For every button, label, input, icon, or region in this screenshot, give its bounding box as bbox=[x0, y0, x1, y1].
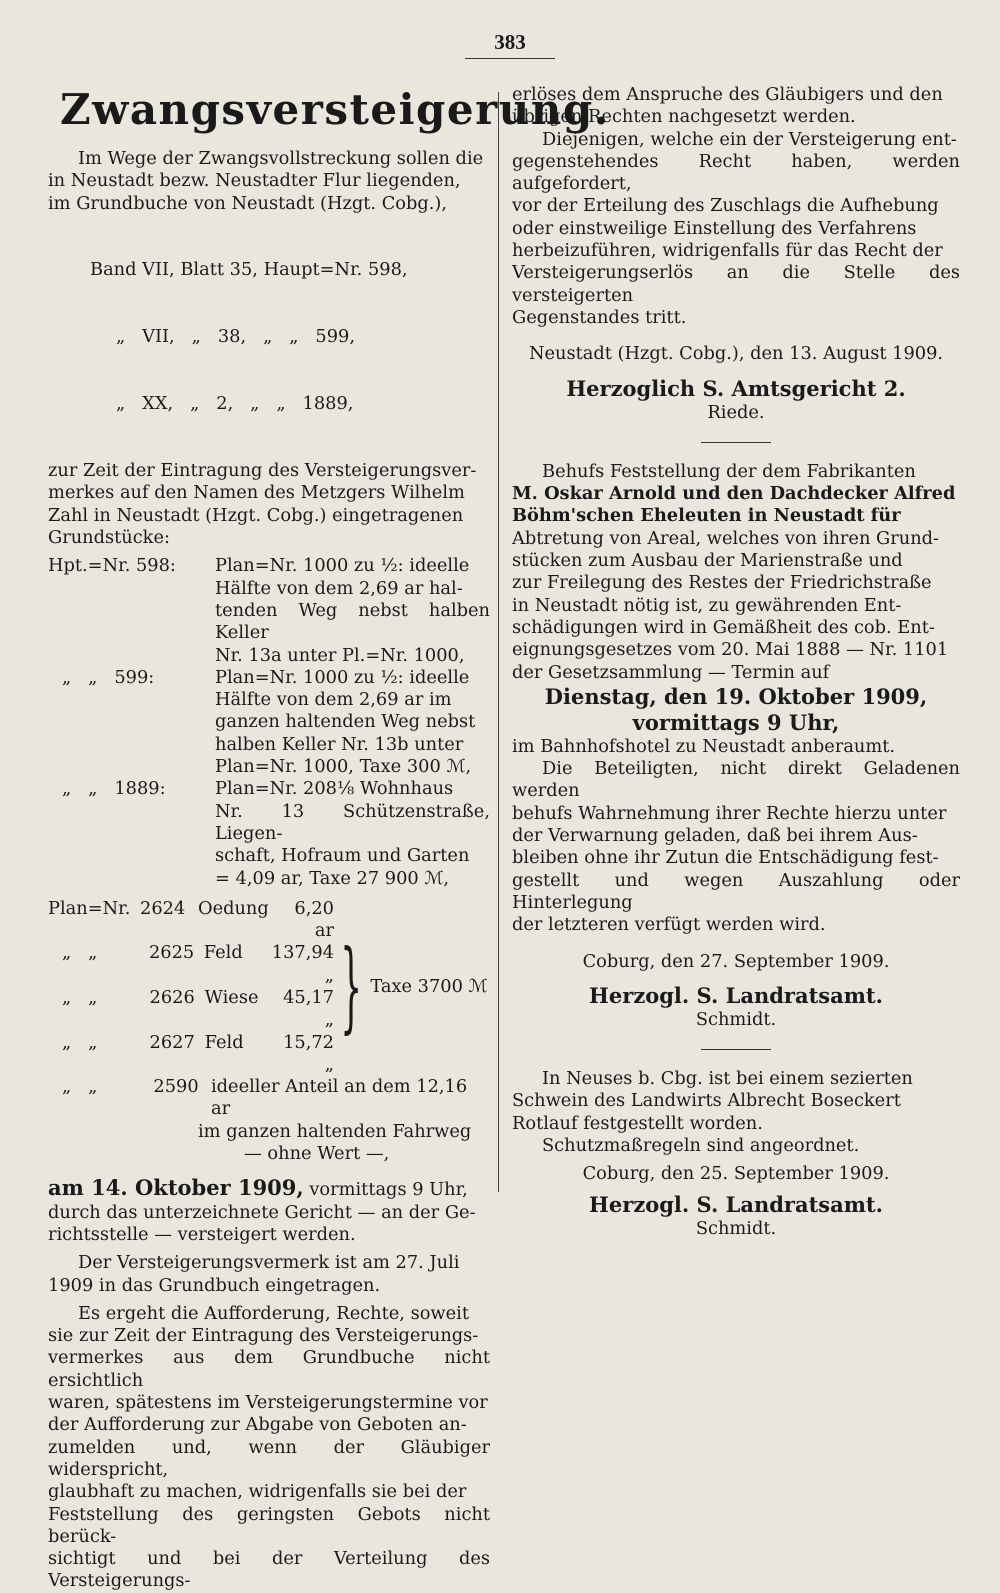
header-rule bbox=[465, 58, 555, 59]
text-line: Abtretung von Areal, welches von ihren Grund- bbox=[512, 527, 940, 549]
termin-time: vormittags 9 Uhr, bbox=[632, 709, 840, 735]
text-line: glaubhaft zu machen, widrigenfalls sie bei der bbox=[48, 1481, 467, 1503]
column-divider bbox=[498, 92, 499, 1192]
property-description bbox=[215, 667, 490, 778]
text-line: bleiben ohne ihr Zutun die Entschädigung fest- bbox=[512, 847, 939, 869]
aufforderung-paragraph bbox=[48, 1303, 490, 1593]
plan-row bbox=[48, 1032, 334, 1077]
text-line: tenden Weg nebst halben Keller bbox=[215, 599, 490, 644]
plan-prefix: „ „ bbox=[62, 986, 98, 1008]
text-line: Im Wege der Zwangsvollstreckung sollen die bbox=[78, 148, 484, 169]
text-line: Grundstücke: bbox=[48, 527, 170, 549]
text-line: der Aufforderung zur Abgabe von Geboten an- bbox=[48, 1414, 467, 1436]
plan-kind: Feld bbox=[203, 942, 243, 964]
intro-paragraph bbox=[48, 148, 490, 215]
termin-date: Dienstag, den 19. Oktober 1909, bbox=[544, 683, 928, 709]
enteignung-paragraph bbox=[512, 461, 960, 684]
text-line: zur Zeit der Eintragung des Versteigerungsver- bbox=[48, 460, 477, 482]
band-line: Band VII, Blatt 35, Haupt=Nr. 598, bbox=[90, 259, 408, 281]
text-line: schädigungen wird in Gemäßheit des cob. Ent- bbox=[512, 616, 935, 638]
schutz-line: Schutzmaßregeln sind angeordnet. bbox=[542, 1134, 860, 1156]
text-line: der Verwarnung geladen, daß bei ihrem Aus- bbox=[512, 825, 918, 847]
plan-number: 2590 bbox=[153, 1076, 199, 1098]
plan-prefix: Plan=Nr. bbox=[48, 897, 131, 919]
plan-last-continuation bbox=[48, 1121, 490, 1166]
plan-prefix: „ „ bbox=[62, 942, 98, 964]
text-line: richtsstelle — versteigert werden. bbox=[48, 1223, 356, 1245]
text-line: behufs Wahrnehmung ihrer Rechte hierzu unter bbox=[512, 802, 947, 824]
text-line: erlöses dem Anspruche des Gläubigers und den bbox=[512, 84, 943, 105]
text-line: sichtigt und bei der Verteilung des Versteigerungs- bbox=[48, 1548, 490, 1592]
text-line: vermerkes aus dem Grundbuche nicht ersichtlich bbox=[48, 1347, 490, 1391]
text-line: Diejenigen, welche ein der Versteigerung ent- bbox=[542, 128, 957, 150]
place-date: Coburg, den 27. September 1909. bbox=[582, 950, 890, 972]
property-description bbox=[215, 555, 490, 666]
text-line: Schwein des Landwirts Albrecht Boseckert bbox=[512, 1090, 901, 1112]
beteiligten-paragraph bbox=[512, 758, 960, 936]
text-line: Plan=Nr. 208⅛ Wohnhaus bbox=[215, 778, 454, 800]
text-line: gegenstehendes Recht haben, werden aufgefordert, bbox=[512, 150, 960, 195]
property-description bbox=[215, 778, 490, 889]
plan-row bbox=[48, 987, 334, 1032]
office-name: Herzogl. S. Landratsamt. bbox=[589, 1191, 883, 1217]
text-line: Plan=Nr. 1000 zu ½: ideelle bbox=[215, 555, 470, 577]
band-list bbox=[48, 215, 490, 460]
plan-group-taxe: Taxe 3700 ℳ bbox=[370, 976, 488, 998]
signer: Riede. bbox=[707, 401, 765, 423]
text-line: Plan=Nr. 1000, Taxe 300 ℳ, bbox=[215, 756, 472, 778]
plan-number: 2627 bbox=[149, 1031, 195, 1053]
plan-group-rows bbox=[48, 898, 334, 1076]
text-line: gestellt und wegen Auszahlung oder Hinterlegung bbox=[512, 869, 960, 913]
text-line: Es ergeht die Aufforderung, Rechte, soweit bbox=[78, 1302, 470, 1324]
text-line: zur Freilegung des Restes der Friedrichstraße bbox=[512, 572, 932, 594]
plan-number: 2624 bbox=[140, 897, 186, 919]
vermerk-paragraph bbox=[48, 1252, 490, 1297]
text-line: halben Keller Nr. 13b unter bbox=[215, 733, 464, 755]
plan-group bbox=[48, 898, 490, 1076]
rotlauf-paragraph bbox=[512, 1068, 960, 1135]
text-line: Plan=Nr. 1000 zu ½: ideelle bbox=[215, 666, 470, 688]
text-line: Feststellung des geringsten Gebots nicht berück- bbox=[48, 1503, 490, 1547]
property-label: „ „ 599: bbox=[62, 666, 155, 688]
continuation-paragraph bbox=[512, 84, 960, 129]
text-line: = 4,09 ar, Taxe 27 900 ℳ, bbox=[215, 867, 450, 889]
signer: Schmidt. bbox=[695, 1008, 777, 1030]
text-line: Nr. 13a unter Pl.=Nr. 1000, bbox=[215, 644, 465, 666]
plan-area: 15,72 „ bbox=[283, 1031, 334, 1075]
text-line: sie zur Zeit der Eintragung des Versteigerungs- bbox=[48, 1325, 479, 1347]
court-name: Herzoglich S. Amtsgericht 2. bbox=[566, 375, 906, 401]
section-divider bbox=[701, 1049, 771, 1050]
property-item bbox=[48, 555, 490, 666]
text-line: im ganzen haltenden Fahrweg bbox=[198, 1120, 472, 1142]
text-line: 1909 in das Grundbuch eingetragen. bbox=[48, 1274, 381, 1296]
auction-date-line bbox=[48, 1175, 490, 1201]
text-line: vor der Erteilung des Zuschlags die Aufhebung bbox=[512, 195, 939, 217]
plan-kind: Wiese bbox=[204, 986, 259, 1008]
text-line: — ohne Wert —, bbox=[244, 1143, 390, 1165]
text-line: In Neuses b. Cbg. ist bei einem sezierten bbox=[542, 1068, 913, 1090]
property-item bbox=[48, 778, 490, 889]
property-item bbox=[48, 667, 490, 778]
text-line: Versteigerungserlös an die Stelle des versteigerten bbox=[512, 262, 960, 306]
text-line: Behufs Feststellung der dem Fabrikanten bbox=[542, 460, 916, 482]
page-number: 383 bbox=[494, 30, 526, 54]
place-date: Coburg, den 25. September 1909. bbox=[582, 1163, 890, 1185]
text-line: übrigen Rechten nachgesetzt werden. bbox=[512, 106, 856, 128]
office-name: Herzogl. S. Landratsamt. bbox=[589, 982, 883, 1008]
brace-icon: } bbox=[340, 929, 363, 1044]
owner-paragraph bbox=[48, 460, 490, 549]
text-line: Hälfte von dem 2,69 ar hal- bbox=[215, 577, 463, 599]
text-line: in Neustadt bezw. Neustadter Flur liegenden, bbox=[48, 170, 461, 192]
text-line: Rotlauf festgestellt worden. bbox=[512, 1112, 763, 1134]
diejenigen-paragraph bbox=[512, 129, 960, 330]
band-line: „ VII, „ 38, „ „ 599, bbox=[116, 326, 355, 348]
notice-heading: Zwangsversteigerung. bbox=[60, 85, 610, 134]
property-label: Hpt.=Nr. 598: bbox=[48, 555, 176, 577]
plan-kind: ideeller Anteil an dem 12,16 ar bbox=[210, 1076, 468, 1120]
band-line: „ XX, „ 2, „ „ 1889, bbox=[116, 393, 354, 415]
section-divider bbox=[701, 442, 771, 443]
auction-time: vormittags 9 Uhr, bbox=[303, 1179, 468, 1201]
auction-date: am 14. Oktober 1909, bbox=[48, 1175, 304, 1201]
text-line: durch das unterzeichnete Gericht — an der Ge- bbox=[48, 1201, 476, 1223]
signer: Schmidt. bbox=[695, 1217, 777, 1239]
text-line: stücken zum Ausbau der Marienstraße und bbox=[512, 550, 903, 572]
plan-row bbox=[48, 942, 334, 987]
text-line: herbeizuführen, widrigenfalls für das Recht der bbox=[512, 240, 943, 262]
text-line: Nr. 13 Schützenstraße, Liegen- bbox=[215, 800, 490, 844]
text-line: schaft, Hofraum und Garten bbox=[215, 845, 470, 867]
text-line: Böhm'schen Eheleuten in Neustadt für bbox=[512, 505, 901, 527]
plan-row bbox=[48, 1076, 490, 1121]
plan-number: 2626 bbox=[149, 986, 195, 1008]
text-line: Zahl in Neustadt (Hzgt. Cobg.) eingetragenen bbox=[48, 504, 464, 526]
text-line: M. Oskar Arnold und den Dachdecker Alfred bbox=[512, 483, 956, 505]
text-line: oder einstweilige Einstellung des Verfahrens bbox=[512, 217, 917, 239]
text-line: Die Beteiligten, nicht direkt Geladenen werden bbox=[512, 758, 960, 802]
text-line: Hälfte von dem 2,69 ar im bbox=[215, 689, 452, 711]
text-line: merkes auf den Namen des Metzgers Wilhelm bbox=[48, 482, 465, 504]
text-line: ganzen haltenden Weg nebst bbox=[215, 711, 476, 733]
termin-place: im Bahnhofshotel zu Neustadt anberaumt. bbox=[512, 735, 896, 757]
right-column bbox=[512, 84, 960, 1240]
text-line: waren, spätestens im Versteigerungstermine vor bbox=[48, 1392, 488, 1414]
text-line: in Neustadt nötig ist, zu gewährenden Ent- bbox=[512, 594, 902, 616]
plan-number: 2625 bbox=[148, 942, 195, 964]
text-line: Gegenstandes tritt. bbox=[512, 306, 687, 328]
text-line: der Gesetzsammlung — Termin auf bbox=[512, 661, 830, 683]
property-label: „ „ 1889: bbox=[62, 778, 166, 800]
text-line: im Grundbuche von Neustadt (Hzgt. Cobg.), bbox=[48, 192, 448, 214]
plan-prefix: „ „ bbox=[62, 1031, 98, 1053]
plan-area: 137,94 „ bbox=[271, 942, 334, 986]
plan-kind: Feld bbox=[204, 1031, 244, 1053]
text-line: der letzteren verfügt werden wird. bbox=[512, 914, 826, 936]
text-line: zumelden und, wenn der Gläubiger widerspricht, bbox=[48, 1436, 490, 1480]
auction-location bbox=[48, 1202, 490, 1247]
plan-area: 6,20 ar bbox=[294, 897, 334, 942]
plan-area: 45,17 „ bbox=[283, 986, 334, 1031]
plan-kind: Oedung bbox=[198, 897, 269, 919]
plan-prefix: „ „ bbox=[62, 1076, 98, 1098]
plan-row bbox=[48, 898, 334, 943]
place-date: Neustadt (Hzgt. Cobg.), den 13. August 1909. bbox=[528, 343, 944, 365]
text-line: Der Versteigerungsvermerk ist am 27. Juli bbox=[78, 1252, 460, 1274]
text-line: eignungsgesetzes vom 20. Mai 1888 — Nr. 1101 bbox=[512, 639, 949, 661]
